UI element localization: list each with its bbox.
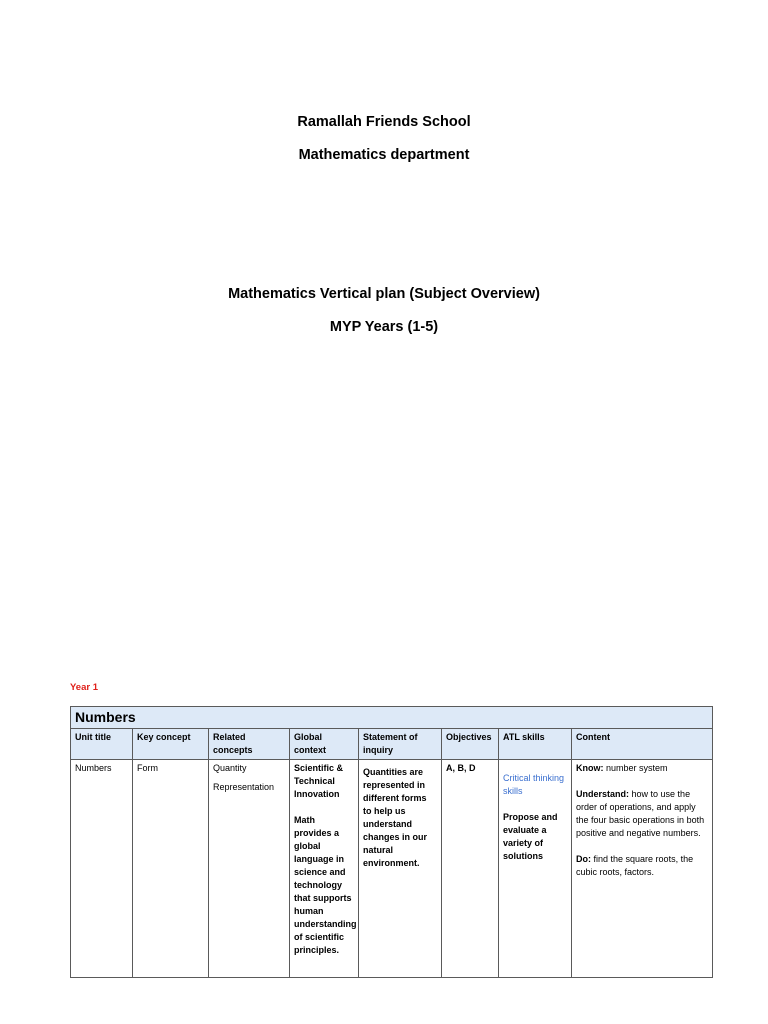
global-context-name: Scientific & Technical Innovation [294,763,344,799]
table-title: Numbers [71,707,713,729]
know-text: number system [606,763,668,773]
table-header-row [71,729,713,760]
column-header: Key concept [133,729,209,760]
related-concept: Representation [213,782,275,792]
content-do [576,853,708,879]
school-name: Ramallah Friends School [297,114,471,130]
key-concept-cell: Form [133,760,209,978]
column-header: Unit title [71,729,133,760]
do-label: Do: [576,854,591,864]
statement-of-inquiry-text: Quantities are represented in different forms to help us understand changes in our natural environment. [363,767,428,868]
global-context-cell [290,760,359,978]
content-know [576,762,708,775]
content-understand [576,788,708,840]
plan-title: Mathematics Vertical plan (Subject Overview) [228,286,540,302]
know-label: Know: [576,763,604,773]
atl-skills-cell [499,760,572,978]
atl-skill: Propose and evaluate a variety of solutions [503,812,558,861]
department-name: Mathematics department [298,147,470,163]
myp-years: MYP Years (1-5) [329,319,439,335]
do-text: find the square roots, the cubic roots, factors. [576,854,694,877]
table-row [71,760,713,978]
vertical-plan-table [70,706,713,978]
related-concepts-cell [209,760,290,978]
understand-text: how to use the order of operations, and apply the four basic operations in both positive and negative numbers. [576,789,705,838]
related-concept: Quantity [213,763,247,773]
unit-title-cell: Numbers [71,760,133,978]
column-header: Statement of inquiry [359,729,442,760]
column-header: Related concepts [209,729,290,760]
column-header: Global context [290,729,359,760]
column-header: Content [572,729,713,760]
year-label: Year 1 [70,682,98,693]
global-context-description: Math provides a global language in science and technology that supports human understanding of scientific principles. [294,815,357,955]
objectives-cell: A, B, D [442,760,499,978]
atl-category: Critical thinking skills [503,773,565,796]
content-cell [572,760,713,978]
column-header: Objectives [442,729,499,760]
column-header: ATL skills [499,729,572,760]
understand-label: Understand: [576,789,630,799]
statement-of-inquiry-cell [359,760,442,978]
